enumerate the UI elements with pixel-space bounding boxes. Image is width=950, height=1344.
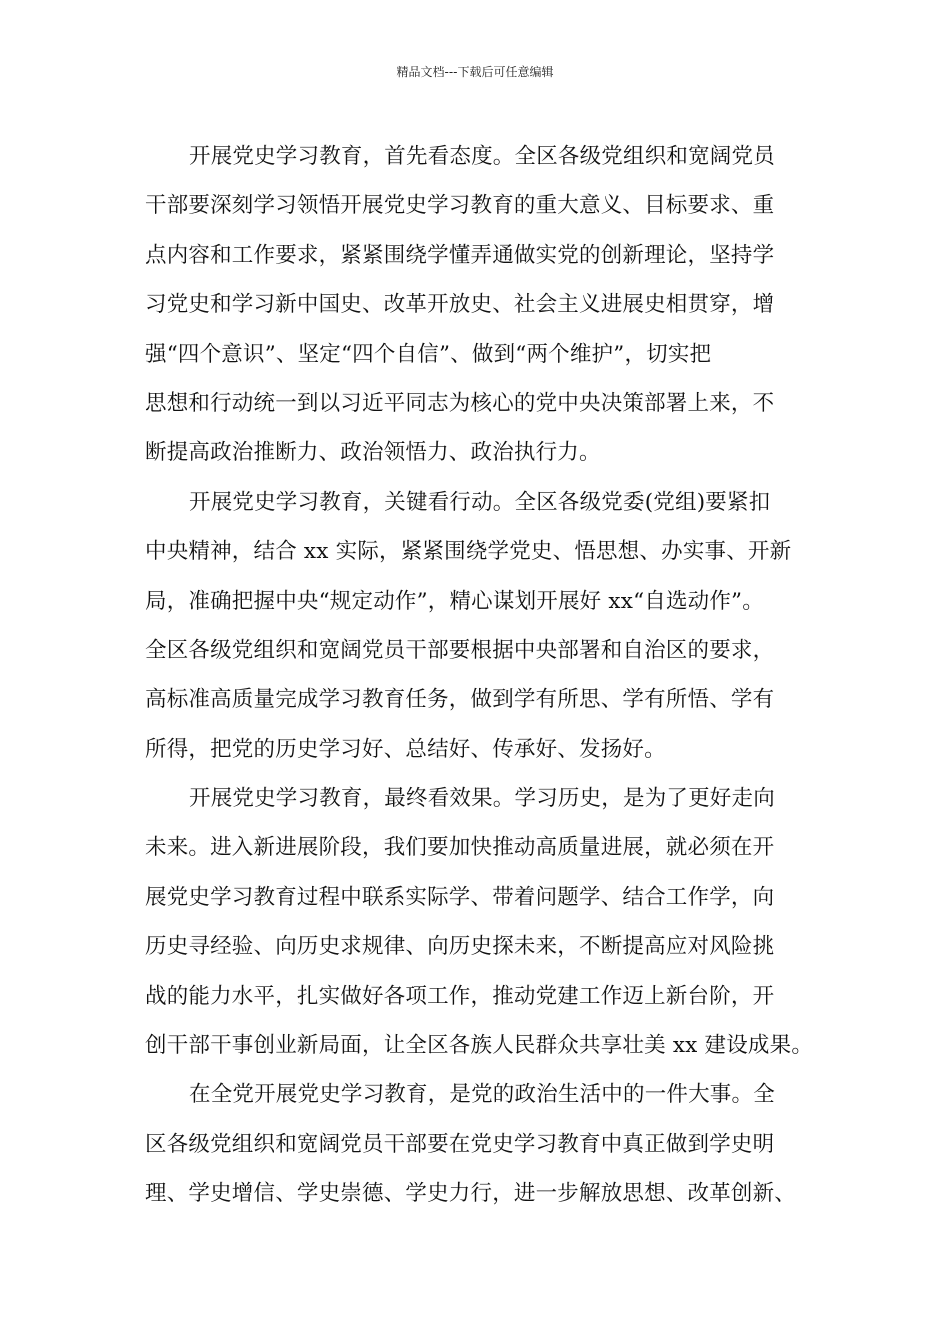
- text-line: 理、学史增信、学史崇德、学史力行，进一步解放思想、改革创新、: [145, 1181, 797, 1207]
- text-line: 未来。进入新进展阶段，我们要加快推动高质量进展，就必须在开: [145, 835, 775, 861]
- text-line: 展党史学习教育过程中联系实际学、带着问题学、结合工作学，向: [145, 884, 775, 910]
- paragraph-first-line: 在全党开展党史学习教育，是党的政治生活中的一件大事。全: [189, 1082, 775, 1108]
- paragraph-first-line: 开展党史学习教育，关键看行动。全区各级党委(党组)要紧扣: [189, 489, 771, 515]
- text-line: 所得，把党的历史学习好、总结好、传承好、发扬好。: [145, 736, 666, 762]
- document-body: [145, 132, 825, 1219]
- text-line: 局，准确把握中央“规定动作”，精心谋划开展好 xx“自选动作”。: [145, 588, 764, 614]
- text-line: 中央精神，结合 xx 实际，紧紧围绕学党史、悟思想、办实事、开新: [145, 539, 792, 565]
- text-line: 创干部干事创业新局面，让全区各族人民群众共享壮美 xx 建设成果。: [145, 1033, 814, 1059]
- text-line: 全区各级党组织和宽阔党员干部要根据中央部署和自治区的要求，: [145, 637, 775, 663]
- text-line: 断提高政治推断力、政治领悟力、政治执行力。: [145, 440, 601, 466]
- text-line: 干部要深刻学习领悟开展党史学习教育的重大意义、目标要求、重: [145, 193, 775, 219]
- text-line: 区各级党组织和宽阔党员干部要在党史学习教育中真正做到学史明: [145, 1131, 775, 1157]
- page-header: 精品文档---下载后可任意编辑: [396, 65, 554, 79]
- text-line: 习党史和学习新中国史、改革开放史、社会主义进展史相贯穿，增: [145, 292, 775, 318]
- text-line: 历史寻经验、向历史求规律、向历史探未来，不断提高应对风险挑: [145, 934, 775, 960]
- text-line: 战的能力水平，扎实做好各项工作，推动党建工作迈上新台阶，开: [145, 983, 775, 1009]
- text-line: 思想和行动统一到以习近平同志为核心的党中央决策部署上来，不: [145, 390, 775, 416]
- text-line: 点内容和工作要求，紧紧围绕学懂弄通做实党的创新理论，坚持学: [145, 242, 775, 268]
- paragraph-first-line: 开展党史学习教育，首先看态度。全区各级党组织和宽阔党员: [189, 144, 775, 169]
- paragraph-first-line: 开展党史学习教育，最终看效果。学习历史，是为了更好走向: [189, 786, 775, 812]
- text-line: 高标准高质量完成学习教育任务，做到学有所思、学有所悟、学有: [145, 687, 775, 713]
- text-line: 强“四个意识”、坚定“四个自信”、做到“两个维护”，切实把: [145, 341, 712, 367]
